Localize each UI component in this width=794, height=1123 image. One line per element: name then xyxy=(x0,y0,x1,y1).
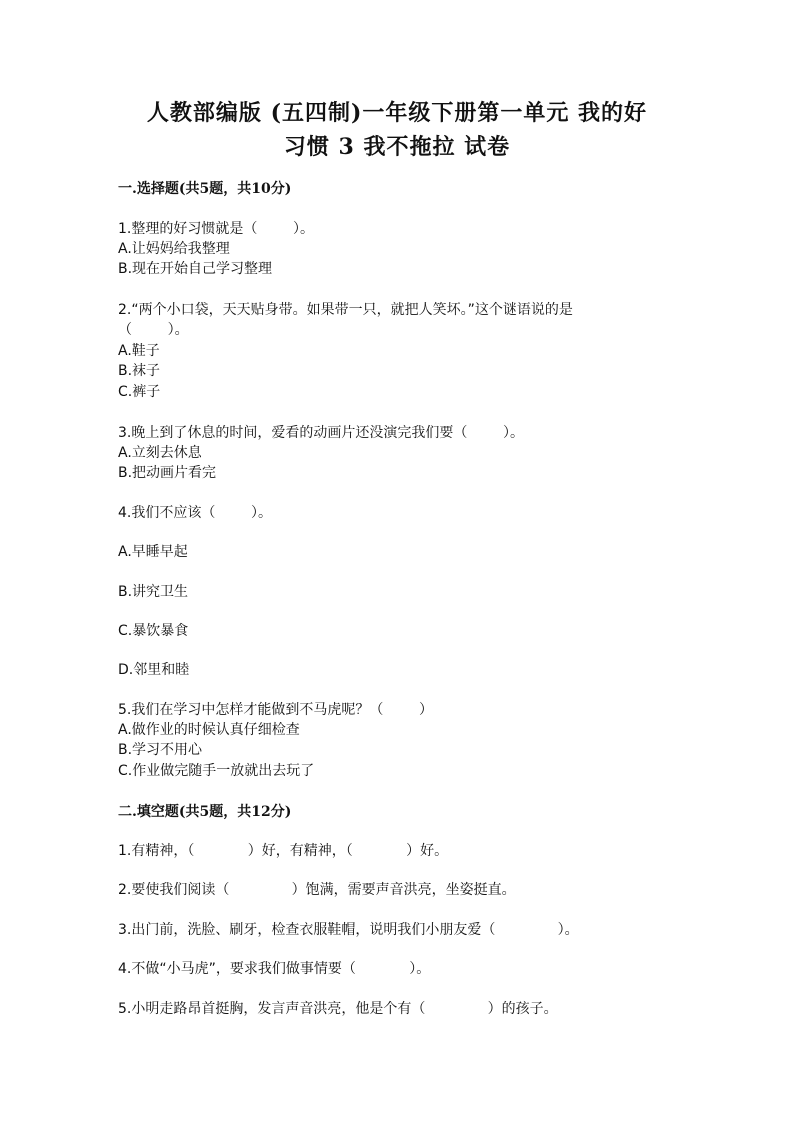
choice-q3-option-b: B.把动画片看完 xyxy=(118,465,217,481)
choice-question-2-cont: （ ）。 xyxy=(118,322,189,338)
fill-question-5: 5.小明走路昂首挺胸，发言声音洪亮，他是个有（ ）的孩子。 xyxy=(118,1001,558,1017)
choice-q2-option-c: C.裤子 xyxy=(118,384,161,400)
fill-question-4: 4.不做“小马虎”，要求我们做事情要（ ）。 xyxy=(118,961,431,977)
choice-question-3: 3.晚上到了休息的时间，爱看的动画片还没演完我们要（ ）。 xyxy=(118,425,524,441)
document-title-line-1: 人教部编版 (五四制)一年级下册第一单元 我的好 xyxy=(146,100,648,126)
choice-q5-option-a: A.做作业的时候认真仔细检查 xyxy=(118,722,300,738)
choice-q1-option-a: A.让妈妈给我整理 xyxy=(118,241,230,257)
choice-q2-option-b: B.袜子 xyxy=(118,363,161,379)
choice-q5-option-b: B.学习不用心 xyxy=(118,742,203,758)
choice-question-2: 2.“两个小口袋，天天贴身带。如果带一只，就把人笑坏。”这个谜语说的是 xyxy=(118,302,573,318)
choice-q3-option-a: A.立刻去休息 xyxy=(118,445,202,461)
section-heading-fill-blank: 二.填空题(共5题，共12分) xyxy=(118,804,292,820)
choice-q5-option-c: C.作业做完随手一放就出去玩了 xyxy=(118,763,315,779)
choice-q4-option-b: B.讲究卫生 xyxy=(118,584,189,600)
fill-question-1: 1.有精神，（ ）好，有精神，（ ）好。 xyxy=(118,843,449,859)
choice-question-4: 4.我们不应该（ ）。 xyxy=(118,505,272,521)
choice-question-5: 5.我们在学习中怎样才能做到不马虎呢？（ ） xyxy=(118,702,433,718)
choice-q2-option-a: A.鞋子 xyxy=(118,343,160,359)
document-title-line-2: 习惯 3 我不拖拉 试卷 xyxy=(283,134,511,160)
fill-question-3: 3.出门前，洗脸、刷牙，检查衣服鞋帽，说明我们小朋友爱（ ）。 xyxy=(118,922,579,938)
choice-q4-option-c: C.暴饮暴食 xyxy=(118,623,189,639)
fill-question-2: 2.要使我们阅读（ ）饱满，需要声音洪亮，坐姿挺直。 xyxy=(118,882,516,898)
choice-q4-option-d: D.邻里和睦 xyxy=(118,662,190,678)
section-heading-choice: 一.选择题(共5题，共10分) xyxy=(118,181,292,197)
choice-question-1: 1.整理的好习惯就是（ ）。 xyxy=(118,221,314,237)
choice-q4-option-a: A.早睡早起 xyxy=(118,544,188,560)
choice-q1-option-b: B.现在开始自己学习整理 xyxy=(118,261,273,277)
